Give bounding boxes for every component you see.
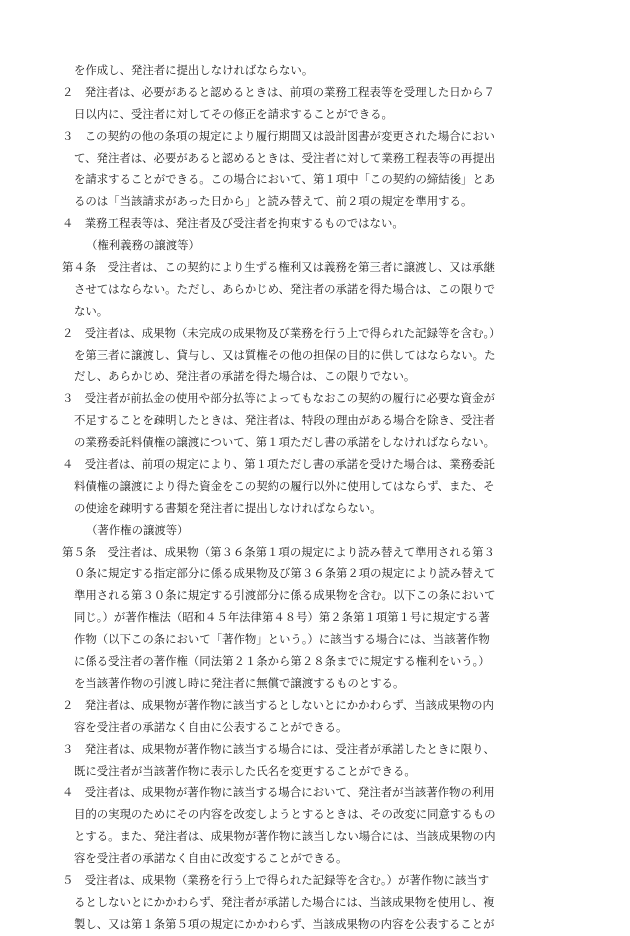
text-line: ０条に規定する指定部分に係る成果物及び第３６条第２項の規定により読み替えて — [74, 566, 496, 581]
text-line: るのは「当該請求があった日から」と読み替えて、前２項の規定を準用する。 — [74, 194, 473, 209]
text-line: に係る受注者の著作権（同法第２１条から第２８条までに規定する権利をいう。） — [74, 654, 490, 669]
text-line: て、発注者は、必要があると認めるときは、受注者に対して業務工程表等の再提出 — [74, 150, 496, 165]
text-line: ４ 受注者は、成果物が著作物に該当する場合において、発注者が当該著作物の利用 — [62, 785, 495, 800]
text-line: とする。また、発注者は、成果物が著作物に該当しない場合には、当該成果物の内 — [74, 829, 496, 844]
text-line: ３ この契約の他の条項の規定により履行期間又は設計図書が変更された場合におい — [62, 128, 495, 143]
text-line: ４ 受注者は、前項の規定により、第１項ただし書の承諾を受けた場合は、業務委託 — [62, 457, 495, 472]
text-line: 目的の実現のためにその内容を改変しようとするときは、その改変に同意するもの — [74, 807, 496, 822]
text-line: 準用される第３０条に規定する引渡部分に係る成果物を含む。以下この条において — [74, 588, 496, 603]
text-line: 容を受注者の承諾なく自由に改変することができる。 — [74, 851, 348, 866]
text-line: を作成し、発注者に提出しなければならない。 — [74, 63, 314, 77]
text-line: 容を受注者の承諾なく自由に公表することができる。 — [74, 719, 348, 734]
text-line: 料債権の譲渡により得た資金をこの契約の履行以外に使用してはならず、また、そ — [74, 478, 495, 493]
text-line: 同じ。）が著作権法（昭和４５年法律第４８号）第２条第１項第１号に規定する著 — [74, 610, 490, 625]
text-line: ２ 発注者は、必要があると認めるときは、前項の業務工程表等を受理した日から７ — [62, 84, 495, 99]
text-line: の業務委託料債権の譲渡について、第１項ただし書の承諾をしなければならない。 — [74, 435, 495, 450]
text-line: 既に受注者が当該著作物に表示した氏名を変更することができる。 — [74, 763, 416, 778]
text-line: の使途を疎明する書類を発注者に提出しなければならない。 — [74, 500, 382, 515]
text-line: 作物（以下この条において「著作物」という。）に該当する場合には、当該著作物 — [74, 632, 490, 647]
text-line: 日以内に、受注者に対してその修正を請求することができる。 — [74, 106, 393, 121]
text-line: 第５条 受注者は、成果物（第３６条第１項の規定により読み替えて準用される第３ — [62, 544, 495, 559]
text-line: ３ 受注者が前払金の使用や部分払等によってもなおこの契約の履行に必要な資金が — [62, 391, 495, 406]
section-heading: （権利義務の譲渡等） — [86, 238, 200, 253]
text-line: だし、あらかじめ、発注者の承諾を得た場合は、この限りでない。 — [74, 369, 416, 384]
section-heading: （著作権の譲渡等） — [86, 522, 189, 537]
text-line: 第４条 受注者は、この契約により生ずる権利又は義務を第三者に譲渡し、又は承継 — [62, 260, 495, 275]
text-line: ない。 — [74, 303, 109, 318]
document-body — [62, 60, 582, 936]
text-line: を第三者に譲渡し、貸与し、又は質権その他の担保の目的に供してはならない。た — [74, 347, 496, 362]
text-line: ４ 業務工程表等は、発注者及び受注者を拘束するものではない。 — [62, 216, 404, 231]
text-line: ５ 受注者は、成果物（業務を行う上で得られた記録等を含む。）が著作物に該当す — [62, 872, 490, 887]
text-line: ２ 受注者は、成果物（未完成の成果物及び業務を行う上で得られた記録等を含む。） — [62, 325, 501, 340]
text-line: ３ 発注者は、成果物が著作物に該当する場合には、受注者が承諾したときに限り、 — [62, 741, 495, 756]
text-line: を請求することができる。この場合において、第１項中「この契約の締結後」とあ — [74, 172, 496, 187]
text-line: を当該著作物の引渡し時に発注者に無償で譲渡するものとする。 — [74, 675, 405, 690]
text-line: 不足することを疎明したときは、発注者は、特段の理由がある場合を除き、受注者 — [74, 413, 495, 428]
text-line: るとしないとにかかわらず、発注者が承諾した場合には、当該成果物を使用し、複 — [74, 894, 495, 909]
text-line: 製し、又は第１条第５項の規定にかかわらず、当該成果物の内容を公表することが — [74, 916, 495, 931]
text-line: ２ 発注者は、成果物が著作物に該当するとしないとにかかわらず、当該成果物の内 — [62, 697, 494, 712]
text-line: させてはならない。ただし、あらかじめ、発注者の承諾を得た場合は、この限りで — [74, 281, 495, 296]
